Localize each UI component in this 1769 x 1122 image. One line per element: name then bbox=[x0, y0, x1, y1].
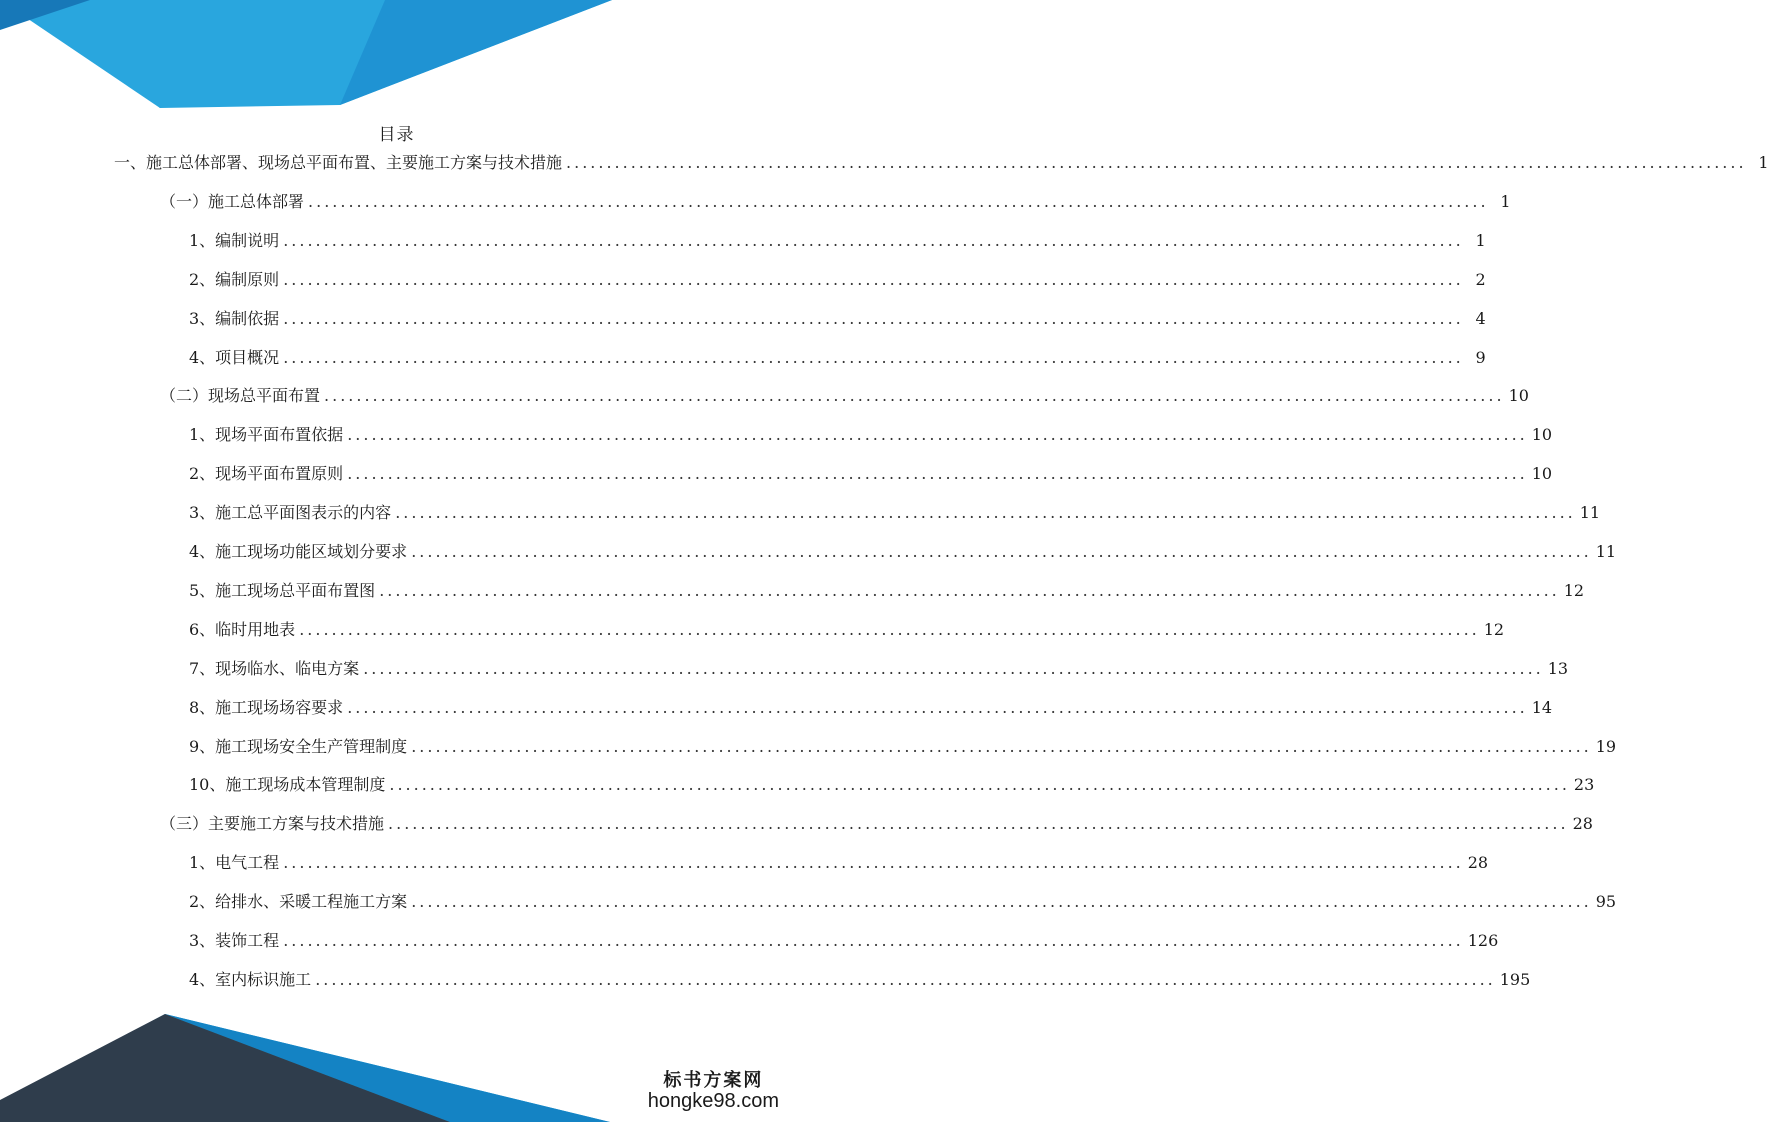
toc-entry[interactable] bbox=[160, 385, 1529, 407]
toc-entry-page: 10 bbox=[1531, 425, 1553, 445]
toc-entry-page: 10 bbox=[1531, 464, 1553, 484]
toc-entry-page: 1 bbox=[1758, 153, 1769, 172]
brand-url: hongke98.com bbox=[647, 1090, 779, 1112]
toc-leader-dots: .................................................................................................................................................. bbox=[389, 775, 1570, 795]
toc-entry-label: 3、施工总平面图表示的内容 bbox=[189, 503, 392, 523]
toc-entry-label: 4、施工现场功能区域划分要求 bbox=[189, 542, 408, 561]
toc-leader-dots: .................................................................................................................................................. bbox=[283, 853, 1464, 873]
brand-watermark bbox=[648, 1066, 779, 1113]
toc-entry[interactable] bbox=[189, 969, 1531, 991]
toc-leader-dots: .................................................................................................................................................. bbox=[411, 892, 1592, 912]
toc-entry-label: 3、编制依据 bbox=[189, 308, 280, 328]
toc-leader-dots: .................................................................................................................................................. bbox=[324, 386, 1505, 406]
toc-entry[interactable] bbox=[114, 152, 1769, 174]
toc-entry-page: 4 bbox=[1475, 308, 1486, 328]
toc-entry-page: 12 bbox=[1563, 580, 1585, 600]
toc-entry[interactable] bbox=[189, 424, 1553, 446]
toc-leader-dots: .................................................................................................................................................. bbox=[411, 542, 1592, 561]
toc-entry-label: 7、现场临水、临电方案 bbox=[189, 658, 360, 678]
toc-entry-label: 3、装饰工程 bbox=[189, 931, 280, 950]
toc-entry-page: 10 bbox=[1508, 386, 1529, 406]
toc-entry-page: 9 bbox=[1475, 347, 1486, 367]
toc-leader-dots: .................................................................................................................................................. bbox=[283, 931, 1464, 950]
toc-entry[interactable] bbox=[189, 891, 1617, 913]
toc-entry-page: 19 bbox=[1595, 736, 1617, 756]
toc-leader-dots: .................................................................................................................................................. bbox=[283, 308, 1464, 328]
toc-entry-page: 95 bbox=[1595, 892, 1617, 912]
toc-entry-page: 126 bbox=[1467, 931, 1499, 950]
toc-entry-page: 13 bbox=[1547, 658, 1569, 678]
toc-entry-page: 23 bbox=[1573, 775, 1595, 795]
toc-entry-page: 2 bbox=[1475, 269, 1486, 289]
toc-entry[interactable] bbox=[160, 191, 1511, 213]
toc-entry[interactable] bbox=[189, 269, 1486, 291]
toc-entry-page: 1 bbox=[1500, 191, 1511, 211]
toc-entry-page: 28 bbox=[1467, 853, 1489, 873]
toc-leader-dots: .................................................................................................................................................. bbox=[347, 425, 1528, 445]
toc-entry-label: 2、给排水、采暖工程施工方案 bbox=[189, 892, 408, 912]
top-blue-dark-triangle bbox=[0, 0, 385, 108]
toc-leader-dots: .................................................................................................................................................. bbox=[283, 269, 1464, 289]
toc-entry[interactable] bbox=[189, 580, 1585, 602]
bottom-banner-shapes bbox=[0, 1014, 610, 1122]
toc-entry[interactable] bbox=[189, 697, 1553, 719]
toc-entry-label: （一）施工总体部署 bbox=[160, 191, 305, 211]
toc-entry-label: 1、电气工程 bbox=[189, 853, 280, 873]
toc-leader-dots: .................................................................................................................................................. bbox=[347, 464, 1528, 484]
toc-entry-page: 12 bbox=[1483, 619, 1505, 639]
toc-leader-dots: .................................................................................................................................................. bbox=[308, 191, 1489, 211]
toc-entry[interactable] bbox=[189, 502, 1601, 524]
toc-leader-dots: .................................................................................................................................................. bbox=[411, 736, 1592, 756]
toc-entry-label: 8、施工现场场容要求 bbox=[189, 697, 344, 717]
toc-leader-dots: .................................................................................................................................................. bbox=[395, 503, 1576, 523]
top-blue-accent bbox=[0, 0, 90, 30]
toc-entry-page: 14 bbox=[1531, 697, 1553, 717]
toc-leader-dots: .................................................................................................................................................. bbox=[283, 230, 1464, 250]
toc-leader-dots: .................................................................................................................................................. bbox=[363, 658, 1544, 678]
toc-entry-label: 2、现场平面布置原则 bbox=[189, 464, 344, 484]
toc-leader-dots: .................................................................................................................................................. bbox=[388, 814, 1569, 834]
toc-entry[interactable] bbox=[189, 308, 1486, 330]
toc-entry-label: 10、施工现场成本管理制度 bbox=[189, 775, 386, 795]
toc-entry-label: 1、编制说明 bbox=[189, 230, 280, 250]
toc-entry[interactable] bbox=[189, 852, 1489, 874]
toc-entry[interactable] bbox=[189, 463, 1553, 485]
toc-leader-dots: .................................................................................................................................................. bbox=[315, 969, 1496, 989]
toc-entry-page: 11 bbox=[1595, 542, 1617, 561]
toc-leader-dots: .................................................................................................................................................. bbox=[347, 697, 1528, 717]
toc-leader-dots: .................................................................................................................................................. bbox=[283, 347, 1464, 367]
toc-entry[interactable] bbox=[189, 619, 1505, 641]
bottom-blue-light-shape bbox=[80, 1014, 610, 1122]
toc-title: 目录 bbox=[378, 125, 415, 145]
toc-entry[interactable] bbox=[160, 813, 1593, 835]
toc-entry[interactable] bbox=[189, 774, 1595, 796]
toc-entry-label: 一、施工总体部署、现场总平面布置、主要施工方案与技术措施 bbox=[114, 153, 563, 172]
toc-entry[interactable] bbox=[189, 230, 1486, 252]
bottom-blue-dark-shape bbox=[165, 1014, 610, 1122]
bottom-navy-triangle bbox=[0, 1014, 450, 1122]
top-blue-mid-stripe bbox=[340, 0, 612, 105]
toc-entry-label: （三）主要施工方案与技术措施 bbox=[160, 814, 385, 834]
top-banner-shapes bbox=[0, 0, 612, 108]
toc-entry-label: 5、施工现场总平面布置图 bbox=[189, 580, 376, 600]
toc-entry[interactable] bbox=[189, 347, 1486, 369]
toc-entry-label: 2、编制原则 bbox=[189, 269, 280, 289]
toc-entry-page: 11 bbox=[1579, 503, 1601, 523]
toc-entry-label: 4、项目概况 bbox=[189, 347, 280, 367]
toc-leader-dots: .................................................................................................................................................. bbox=[566, 153, 1747, 172]
toc-entry-label: 1、现场平面布置依据 bbox=[189, 425, 344, 445]
toc-entry[interactable] bbox=[189, 930, 1499, 952]
toc-entry[interactable] bbox=[189, 658, 1569, 680]
toc-entry-label: 6、临时用地表 bbox=[189, 619, 296, 639]
toc-entry-label: 9、施工现场安全生产管理制度 bbox=[189, 736, 408, 756]
toc-entry[interactable] bbox=[189, 541, 1617, 563]
toc-leader-dots: .................................................................................................................................................. bbox=[379, 580, 1560, 600]
top-blue-light-shape bbox=[0, 0, 612, 108]
toc-leader-dots: .................................................................................................................................................. bbox=[299, 619, 1480, 639]
toc-entry-page: 195 bbox=[1499, 969, 1531, 989]
toc-entry[interactable] bbox=[189, 736, 1617, 758]
toc-entry-page: 28 bbox=[1572, 814, 1593, 834]
brand-name: 标书方案网 bbox=[663, 1070, 764, 1091]
toc-entry-label: （二）现场总平面布置 bbox=[160, 386, 321, 406]
toc-entry-label: 4、室内标识施工 bbox=[189, 969, 312, 989]
toc-entry-page: 1 bbox=[1475, 230, 1486, 250]
